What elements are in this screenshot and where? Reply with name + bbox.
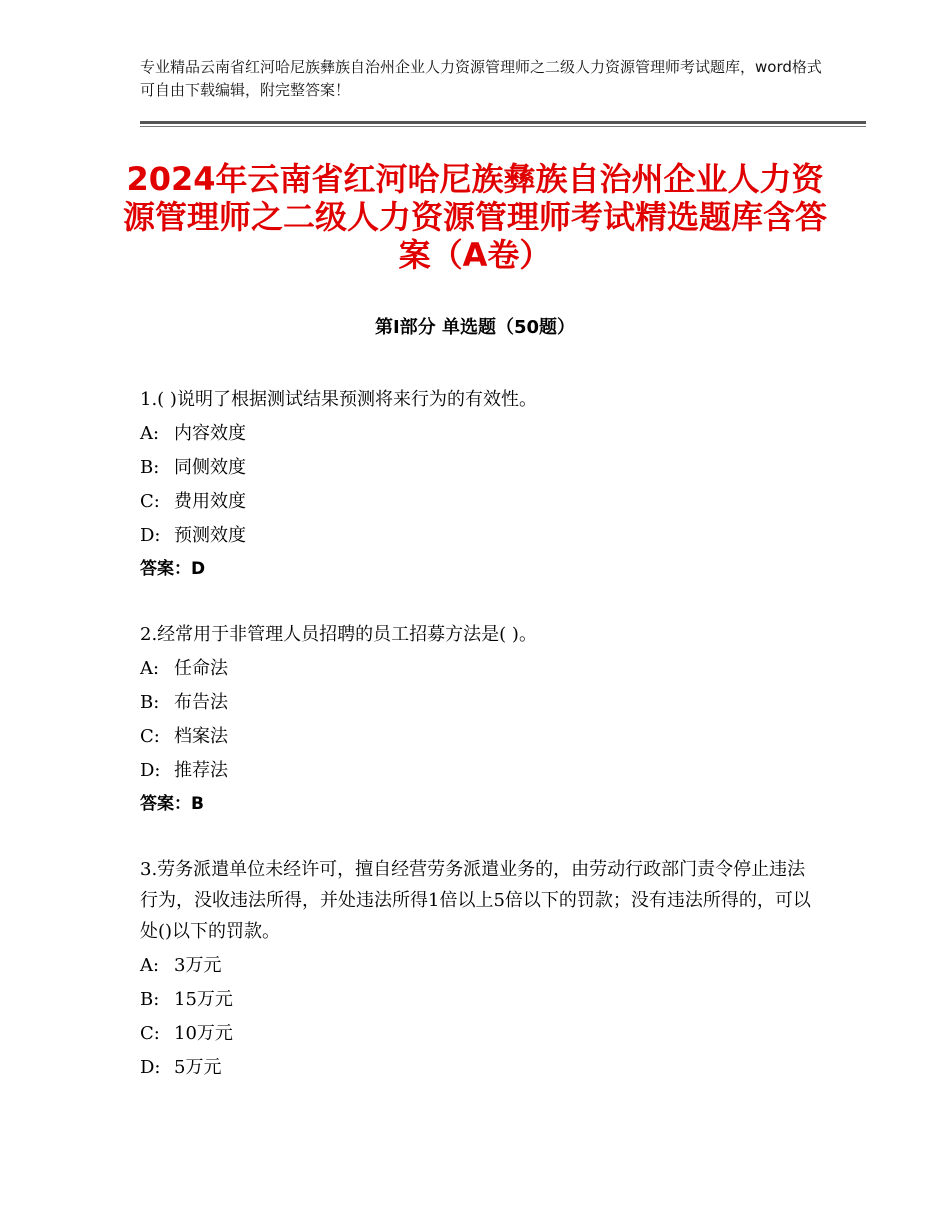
question-stem: 3.劳务派遣单位未经许可，擅自经营劳务派遣业务的，由劳动行政部门责令停止违法行为，没收违法所得，并处违法所得1倍以上5倍以下的罚款；没有违法所得的，可以处()以下的罚款。 [140,859,811,942]
document-title: 2024年云南省红河哈尼族彝族自治州企业人力资源管理师之二级人力资源管理师考试精选题库含答案（A卷） [122,160,827,274]
option-key: C: [140,726,160,747]
question-stem: 2.经常用于非管理人员招聘的员工招募方法是( )。 [140,624,537,645]
answer-label: 答案：B [140,794,204,814]
header-note: 专业精品云南省红河哈尼族彝族自治州企业人力资源管理师之二级人力资源管理师考试题库，word格式可自由下载编辑，附完整答案！ [140,58,822,99]
option-text: 内容效度 [174,423,246,444]
question-2 [140,619,820,820]
option-text: 任命法 [174,658,228,679]
option-key: C: [140,491,160,512]
option-key: B: [140,989,160,1010]
option-d [140,520,820,551]
question-3 [140,854,820,1083]
section-heading: 第Ⅰ部分 单选题（50题） [374,317,575,338]
option-b [140,452,820,483]
option-a [140,950,820,981]
option-key: A: [140,658,160,679]
option-text: 档案法 [174,726,228,747]
option-key: B: [140,692,160,713]
option-d [140,1052,820,1083]
answer-label: 答案：D [140,559,206,579]
option-text: 布告法 [174,692,228,713]
option-b [140,984,820,1015]
question-1 [140,384,820,585]
question-stem: 1.( )说明了根据测试结果预测将来行为的有效性。 [140,389,537,410]
option-key: D: [140,1057,161,1078]
option-text: 费用效度 [174,491,246,512]
option-text: 3万元 [174,955,222,976]
option-c [140,1018,820,1049]
option-key: B: [140,457,160,478]
option-key: A: [140,423,160,444]
question-list [140,384,820,1117]
option-text: 15万元 [174,989,233,1010]
option-key: D: [140,525,161,546]
header-rule-thick [140,121,866,124]
option-c [140,721,820,752]
option-key: A: [140,955,160,976]
option-d [140,755,820,786]
option-key: D: [140,760,161,781]
option-text: 5万元 [174,1057,222,1078]
option-c [140,486,820,517]
option-text: 10万元 [174,1023,233,1044]
option-text: 预测效度 [174,525,246,546]
option-text: 同侧效度 [174,457,246,478]
option-a [140,418,820,449]
option-b [140,687,820,718]
option-a [140,653,820,684]
option-key: C: [140,1023,160,1044]
header-rule-thin [140,126,866,127]
option-text: 推荐法 [174,760,228,781]
